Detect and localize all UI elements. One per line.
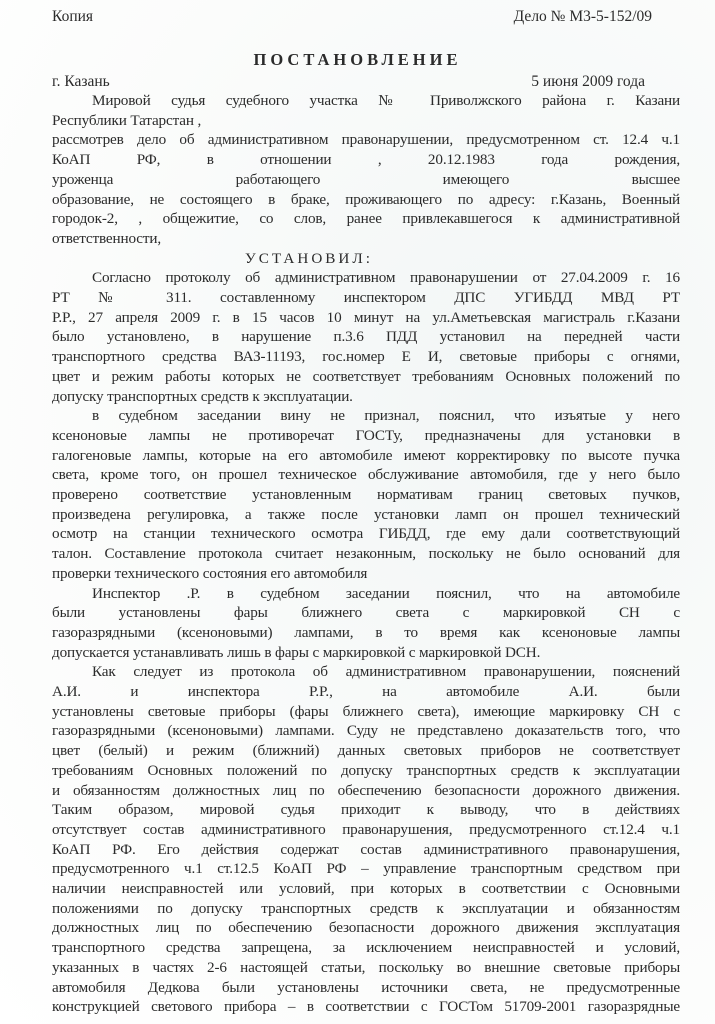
text-line: отсутствует состав административного правонарушения, предусмотренного ст.12.4 ч.1	[52, 820, 680, 838]
text-line: автомобиля Дедкова были установлены источники света, не предусмотренные	[52, 978, 680, 996]
city: г. Казань	[52, 73, 110, 90]
text-line: талон. Составление протокола считает незаконным, поскольку не было оснований для	[52, 545, 680, 563]
text-line: КоАП РФ, в отношении , 20.12.1983 года рождения,	[52, 151, 680, 169]
text-line: предусмотренного ч.1 ст.12.5 КоАП РФ – управление транспортным средством при	[52, 860, 680, 878]
text-line: Согласно протоколу об административном правонарушении от 27.04.2009 г. 16	[92, 269, 680, 287]
text-line: допуску транспортных средств к эксплуатации.	[52, 387, 353, 405]
text-line: уроженца работающего имеющего высшее	[52, 170, 680, 188]
text-line: Р.Р., 27 апреля 2009 г. в 15 часов 10 минут на ул.Аметьевская магистраль г.Казани	[52, 308, 680, 326]
text-line: произведена регулировка, а также после установки ламп он прошел технический	[52, 505, 680, 523]
text-line: должностных лиц по обеспечению безопасности дорожного движения эксплуатация	[52, 919, 680, 937]
text-line: Республики Татарстан ,	[52, 111, 202, 129]
text-line: ответственности,	[52, 229, 162, 247]
text-line: КоАП РФ. Его действия содержат состав административного правонарушения,	[52, 840, 680, 858]
text-line: конструкцией светового прибора – в соответствии с ГОСТом 51709-2001 газоразрядные	[52, 998, 680, 1016]
text-line: положениями по допуску транспортных средств к эксплуатации и обязанностям	[52, 899, 680, 917]
text-line: газоразрядными (ксеноновыми) лампами, в то время как ксеноновые лампы	[52, 623, 680, 641]
text-line: были установлены фары ближнего света с маркировкой СН с	[52, 604, 680, 622]
text-line: рассмотрев дело об административном правонарушении, предусмотренном ст. 12.4 ч.1	[52, 131, 680, 149]
text-line: света, кроме того, он прошел техническое обслуживание автомобиля, где у него было	[52, 466, 680, 484]
document-title: ПОСТАНОВЛЕНИЕ	[253, 50, 462, 69]
text-line: цвет (белый) и режим (ближний) данных световых приборов не соответствует	[52, 742, 680, 760]
text-line: газоразрядными (ксеноновыми) лампами. Суду не представлено доказательств того, что	[52, 722, 680, 740]
text-line: городок-2, , общежитие, со слов, ранее привлекавшегося к административной	[52, 210, 680, 228]
text-line: в судебном заседании вину не признал, пояснил, что изъятые у него	[92, 407, 680, 425]
text-line: галогеновые лампы, которые на его автомобиле имеют корректировку по высоте пучка	[52, 446, 680, 464]
text-line: А.И. и инспектора Р.Р., на автомобиле А.И. были	[52, 683, 680, 700]
text-line: указанных в частях 2-6 настоящей статьи, поскольку во внешние световые приборы	[52, 958, 680, 976]
text-line: транспортного средства ВАЗ-11193, гос.номер Е И, световые приборы с огнями,	[52, 348, 680, 366]
text-line: наличии неисправностей или условий, при которых в соответствии с Основными	[52, 880, 680, 897]
text-line: РТ № 311. составленному инспектором ДПС УГИБДД МВД РТ	[52, 289, 680, 306]
text-line: осмотр на станции технического осмотра ГИБДД, где ему дали соответствующий	[52, 525, 680, 543]
text-line: образование, не состоящего в браке, проживающего по адресу: г.Казань, Военный	[52, 190, 680, 208]
text-line: транспортного средства запрещена, за исключением неисправностей и условий,	[52, 939, 680, 957]
section-heading: УСТАНОВИЛ:	[245, 249, 373, 267]
text-line: Инспектор .Р. в судебном заседании пояснил, что на автомобиле	[92, 584, 680, 602]
text-line: Таким образом, мировой судья приходит к выводу, что в действиях	[52, 801, 680, 819]
text-line: проверки технического состояния его автомобиля	[52, 564, 368, 582]
text-line: цвет и режим работы которых не соответствует требованиям Основных положений по	[52, 367, 680, 385]
text-line: ксеноновые лампы не противоречат ГОСТу, предназначены для установки в	[52, 426, 680, 444]
text-line: проверено соответствие установленным нормативам границ световых пучков,	[52, 486, 680, 503]
case-number: Дело № М3-5-152/09	[513, 8, 652, 25]
document-date: 5 июня 2009 года	[531, 73, 645, 90]
text-line: и обязанностям должностных лиц по обеспечению безопасности дорожного движения.	[52, 781, 680, 799]
text-line: установлены световые приборы (фары ближнего света), имеющие маркировку СН с	[52, 702, 680, 720]
text-line: Как следует из протокола об административном правонарушении, пояснений	[92, 663, 680, 681]
copy-label: Копия	[52, 8, 94, 25]
text-line: было установлено, в нарушение п.3.6 ПДД установил на передней части	[52, 328, 680, 346]
text-line: допускается устанавливать лишь в фары с маркировкой с маркировкой DCH.	[52, 643, 541, 661]
text-line: требованиям Основных положений по допуску транспортных средств к эксплуатации	[52, 761, 680, 779]
text-line: Мировой судья судебного участка № Приволжского района г. Казани	[92, 92, 680, 109]
